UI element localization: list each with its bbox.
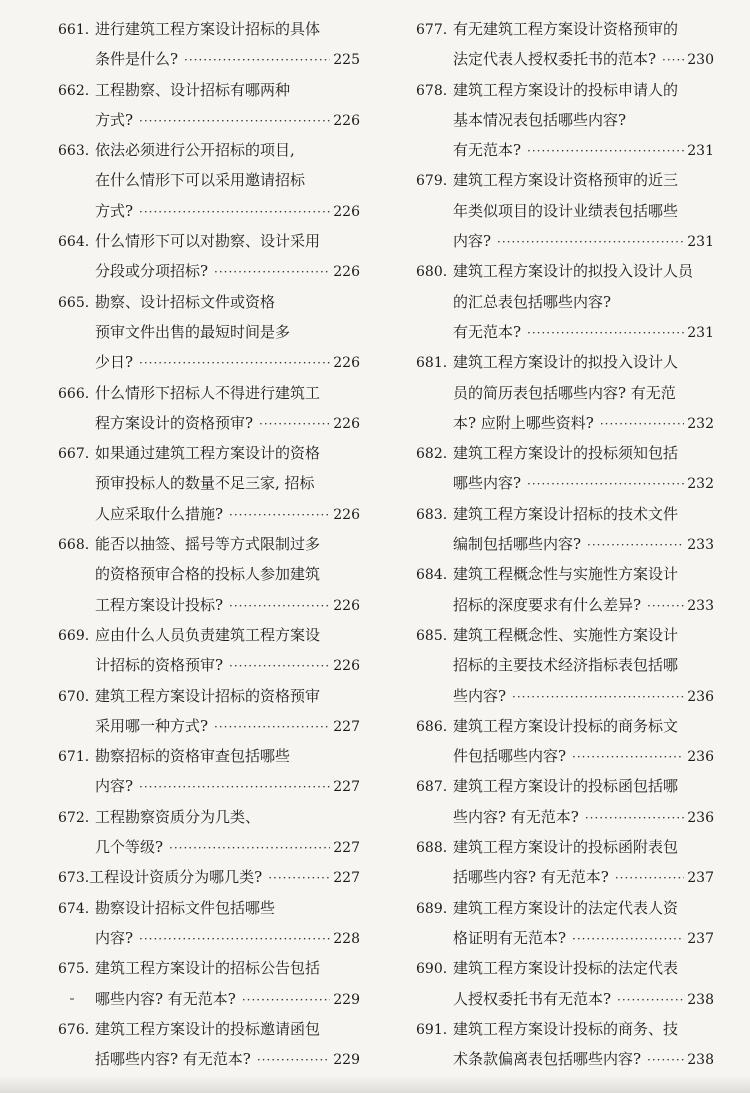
toc-entry-text: 如果通过建筑工程方案设计的资格 [95, 444, 321, 463]
toc-entry-number: 669. [58, 627, 90, 644]
toc-entry-text: 招标的主要技术经济指标表包括哪 [453, 656, 679, 675]
toc-entry-line [416, 1044, 714, 1074]
toc-entry-text: 些内容? [453, 686, 507, 705]
toc-entry [58, 893, 360, 954]
toc-entry-text: 在什么情形下可以采用邀请招标 [95, 171, 306, 190]
toc-entry-line [58, 862, 360, 892]
toc-entry-page-number: 226 [333, 355, 360, 372]
toc-entry-line [416, 14, 714, 44]
toc-entry-line [416, 226, 714, 256]
toc-entry-line [58, 317, 360, 347]
toc-entry [416, 832, 714, 893]
dot-leader [587, 530, 684, 560]
toc-entry-line [58, 438, 360, 468]
toc-column-right [416, 14, 714, 1074]
toc-entry-line [416, 468, 714, 498]
toc-entry-text: 建筑工程方案设计的拟投入设计人员 [453, 262, 694, 281]
toc-entry-text: 人应采取什么措施? [95, 504, 224, 523]
toc-entry-line [416, 256, 714, 286]
toc-entry-line [416, 620, 714, 650]
toc-entry-text: 括哪些内容? 有无范本? [453, 868, 609, 887]
toc-entry-text: 建筑工程概念性、实施性方案设计 [453, 625, 679, 644]
toc-entry-number: 661. [58, 22, 90, 38]
toc-entry-line [416, 923, 714, 953]
toc-entry-line [58, 1014, 360, 1044]
toc-entry [58, 862, 360, 892]
toc-entry-line [58, 893, 360, 923]
toc-entry-text: 有无范本? [453, 141, 522, 160]
toc-entry-text: 工程勘察、设计招标有哪两种 [95, 80, 291, 99]
dot-leader [259, 409, 330, 439]
dot-leader [214, 712, 330, 742]
toc-entry-text: 建筑工程方案设计的拟投入设计人 [453, 353, 679, 372]
toc-entry-text: 勘察招标的资格审查包括哪些 [95, 747, 291, 766]
toc-entry-line [416, 953, 714, 983]
toc-entry-page-number: 225 [333, 52, 360, 69]
toc-entry-page-number: 236 [687, 749, 714, 766]
toc-entry-line [416, 893, 714, 923]
toc-entry-line [58, 590, 360, 620]
dot-leader [139, 772, 330, 802]
toc-entry-line [416, 984, 714, 1014]
toc-entry-text: 建筑工程方案设计投标的商务、技 [453, 1019, 679, 1038]
toc-entry-page-number: 236 [687, 809, 714, 826]
toc-entry-line [416, 499, 714, 529]
toc-entry-text: 人授权委托书有无范本? [453, 989, 612, 1008]
toc-entry [416, 438, 714, 499]
toc-entry-line [416, 317, 714, 347]
toc-entry [58, 681, 360, 742]
toc-entry-text: 少日? [95, 353, 134, 372]
toc-entry-page-number: 231 [687, 234, 714, 251]
toc-entry-text: 方式? [95, 201, 134, 220]
toc-entry [58, 1014, 360, 1075]
toc-entry-number: 666. [58, 385, 90, 402]
toc-entry-page-number: 227 [333, 779, 360, 796]
toc-entry-number: 671. [58, 749, 90, 766]
toc-entry-text: 条件是什么? [95, 50, 179, 69]
toc-entry-text: 内容? [95, 777, 134, 796]
toc-entry-number: 689. [416, 900, 448, 917]
toc-entry [58, 953, 360, 1014]
toc-entry-text: 程方案设计的资格预审? [95, 413, 254, 432]
toc-entry-line [416, 802, 714, 832]
toc-entry-text: 些内容? 有无范本? [453, 807, 579, 826]
toc-entry-line [416, 832, 714, 862]
toc-entry-number: 670. [58, 688, 90, 705]
dot-leader [617, 985, 684, 1015]
dot-leader [139, 348, 330, 378]
dot-leader [268, 863, 330, 893]
toc-entry-page-number: 238 [687, 1052, 714, 1069]
toc-entry-page-number: 226 [333, 415, 360, 432]
dot-leader [527, 136, 684, 166]
toc-entry-number: 665. [58, 294, 90, 311]
toc-entry-line [58, 741, 360, 771]
dot-leader [214, 257, 330, 287]
toc-entry-line [58, 559, 360, 589]
toc-entry-line [58, 408, 360, 438]
toc-entry-line [416, 135, 714, 165]
toc-entry-number: 674. [58, 900, 90, 917]
toc-entry-text: 分段或分项招标? [95, 262, 209, 281]
toc-entry-page-number: 231 [687, 324, 714, 341]
toc-entry-page-number: 227 [333, 870, 360, 887]
toc-entry-page-number: 230 [687, 52, 714, 69]
toc-entry-text: 招标的深度要求有什么差异? [453, 595, 642, 614]
toc-entry-page-number: 226 [333, 203, 360, 220]
toc-entry-page-number: 237 [687, 930, 714, 947]
toc-entry [58, 14, 360, 75]
toc-entry-text: 法定代表人授权委托书的范本? [453, 50, 657, 69]
toc-entry-line [416, 347, 714, 377]
toc-entry-text: 建筑工程方案设计的法定代表人资 [453, 898, 679, 917]
toc-entry-number: 681. [416, 355, 448, 372]
dot-leader [257, 1045, 330, 1075]
toc-entry-text: 应由什么人员负责建筑工程方案设 [95, 625, 321, 644]
toc-entry-number: 673. [58, 870, 90, 887]
toc-entry-text: 哪些内容? [453, 474, 522, 493]
toc-entry-line [58, 529, 360, 559]
toc-entry-number: 663. [58, 143, 90, 160]
toc-entry-page-number: 228 [333, 930, 360, 947]
toc-entry-line [58, 802, 360, 832]
dot-leader [572, 742, 684, 772]
dot-leader [585, 803, 684, 833]
toc-entry-text: 勘察、设计招标文件或资格 [95, 292, 276, 311]
toc-entry-number: 683. [416, 506, 448, 523]
page-bottom-edge [0, 1075, 750, 1093]
toc-entry-number: 687. [416, 779, 448, 796]
toc-entry-text: 预审文件出售的最短时间是多 [95, 322, 291, 341]
dot-leader [242, 985, 330, 1015]
toc-entry-line [416, 378, 714, 408]
toc-entry-line [416, 529, 714, 559]
toc-entry-number: 664. [58, 234, 90, 251]
toc-entry-number: 667. [58, 446, 90, 463]
toc-entry-text: 员的简历表包括哪些内容? 有无范 [453, 383, 676, 402]
toc-entry [416, 14, 714, 75]
toc-entry-number: 676. [58, 1021, 90, 1038]
toc-entry-line [416, 741, 714, 771]
toc-entry-text: 建筑工程方案设计投标的商务标文 [453, 716, 679, 735]
toc-entry-line [416, 650, 714, 680]
toc-entry-text: 内容? [95, 928, 134, 947]
toc-entry-page-number: 227 [333, 840, 360, 857]
toc-entry-text: 几个等级? [95, 838, 164, 857]
toc-entry-text: 年类似项目的设计业绩表包括哪些 [453, 201, 679, 220]
toc-entry-text: 有无范本? [453, 322, 522, 341]
toc-column-left [58, 14, 360, 1074]
toc-entry-line [416, 590, 714, 620]
toc-entry [416, 75, 714, 166]
toc-entry-line [58, 499, 360, 529]
toc-entry-text: 什么情形下招标人不得进行建筑工 [95, 383, 321, 402]
toc-entry-text: 方式? [95, 110, 134, 129]
toc-entry-line [58, 681, 360, 711]
toc-entry [416, 165, 714, 256]
toc-entry [58, 287, 360, 378]
toc-entry-number: 672. [58, 809, 90, 826]
toc-entry-line [416, 771, 714, 801]
toc-entry-line [58, 1044, 360, 1074]
toc-entry-number: 679. [416, 173, 448, 190]
toc-entry [58, 75, 360, 136]
toc-entry-page-number: 233 [687, 537, 714, 554]
toc-entry-text: 建筑工程方案设计的投标函附表包 [453, 838, 679, 857]
toc-entry-line [58, 287, 360, 317]
dot-leader [647, 591, 684, 621]
toc-entry-text: 有无建筑工程方案设计资格预审的 [453, 20, 679, 38]
toc-entry [416, 256, 714, 347]
toc-entry-page-number: 236 [687, 688, 714, 705]
toc-entry-page-number: 238 [687, 991, 714, 1008]
toc-entry [416, 771, 714, 832]
toc-entry-line [58, 165, 360, 195]
dot-leader [527, 318, 684, 348]
toc-entry [416, 559, 714, 620]
toc-entry-text: 建筑工程方案设计招标的技术文件 [453, 504, 679, 523]
toc-entry [416, 347, 714, 438]
toc-entry-page-number: 226 [333, 597, 360, 614]
toc-entry [416, 620, 714, 711]
toc-entry-text: 格证明有无范本? [453, 928, 567, 947]
toc-entry-page-number: 237 [687, 870, 714, 887]
toc-entry-line [58, 226, 360, 256]
dot-leader [600, 409, 684, 439]
toc-entry-page-number: 232 [687, 476, 714, 493]
toc-entry-number: 680. [416, 264, 448, 281]
toc-entry-text: 建筑工程方案设计投标的法定代表 [453, 959, 679, 978]
toc-entry [58, 135, 360, 226]
toc-entry-number: 662. [58, 82, 90, 99]
toc-entry-text: 工程方案设计投标? [95, 595, 224, 614]
toc-entry-line [416, 681, 714, 711]
toc-entry-page-number: 229 [333, 991, 360, 1008]
toc-entry-line [416, 196, 714, 226]
toc-entry-line [416, 711, 714, 741]
toc-entry-page-number: 229 [333, 1052, 360, 1069]
toc-entry [416, 1014, 714, 1075]
toc-entry-line [416, 75, 714, 105]
toc-entry-line [416, 559, 714, 589]
toc-entry-line [58, 620, 360, 650]
toc-entry-line [416, 1014, 714, 1044]
toc-entry [58, 529, 360, 620]
toc-entry-number: 684. [416, 567, 448, 584]
dot-leader [139, 106, 330, 136]
dot-leader [647, 1045, 684, 1075]
toc-entry [58, 620, 360, 681]
toc-entry-text: 建筑工程方案设计资格预审的近三 [453, 171, 679, 190]
toc-entry-line [416, 287, 714, 317]
toc-entry-line [416, 44, 714, 74]
toc-entry-text: 能否以抽签、摇号等方式限制过多 [95, 535, 321, 554]
toc-entry-line [58, 256, 360, 286]
dot-leader [184, 45, 330, 75]
toc-entry-line [58, 923, 360, 953]
toc-entry-line [58, 135, 360, 165]
toc-entry-number: 678. [416, 82, 448, 99]
toc-entry-text: 的汇总表包括哪些内容? [453, 292, 612, 311]
toc-entry-text: 的资格预审合格的投标人参加建筑 [95, 565, 321, 584]
toc-entry-number: 686. [416, 718, 448, 735]
toc-entry-line [58, 832, 360, 862]
toc-entry-page-number: 226 [333, 658, 360, 675]
dot-leader [527, 469, 684, 499]
toc-entry-number: 691. [416, 1021, 448, 1038]
toc-entry-line [58, 771, 360, 801]
toc-entry [58, 741, 360, 802]
dot-leader [229, 651, 330, 681]
toc-entry-line [416, 408, 714, 438]
toc-entry-page-number: 226 [333, 506, 360, 523]
toc-entry-number: 675. [58, 961, 90, 978]
toc-entry-line [58, 650, 360, 680]
toc-entry-text: 建筑工程方案设计招标的资格预审 [95, 686, 321, 705]
toc-entry-line [58, 196, 360, 226]
toc-entry-text: 采用哪一种方式? [95, 716, 209, 735]
toc-entry-text: 术条款偏离表包括哪些内容? [453, 1050, 642, 1069]
toc-entry-line [58, 711, 360, 741]
dot-leader [229, 591, 330, 621]
toc-entry-number: 682. [416, 446, 448, 463]
toc-entry-text: 件包括哪些内容? [453, 747, 567, 766]
toc-entry-line [416, 105, 714, 135]
toc-entry-page-number: 227 [333, 718, 360, 735]
dot-leader [169, 833, 330, 863]
toc-entry-line [58, 44, 360, 74]
toc-entry [58, 802, 360, 863]
toc-entry-line [58, 984, 360, 1014]
toc-entry-text: 工程勘察资质分为几类、 [95, 807, 261, 826]
toc-entry-number: 677. [416, 22, 448, 38]
toc-entry-text: 基本情况表包括哪些内容? [453, 110, 627, 129]
toc-entry-text: 建筑工程方案设计的投标邀请函包 [95, 1019, 321, 1038]
toc-entry-text: 建筑工程方案设计的投标函包括哪 [453, 777, 679, 796]
toc-entry-text: 进行建筑工程方案设计招标的具体 [95, 20, 321, 38]
toc-entry-line [58, 468, 360, 498]
toc-entry-text: 建筑工程方案设计的投标申请人的 [453, 80, 679, 99]
toc-entry-number: 688. [416, 840, 448, 857]
toc-entry-text: 括哪些内容? 有无范本? [95, 1050, 251, 1069]
toc-entry-page-number: 232 [687, 415, 714, 432]
toc-entry-line [58, 953, 360, 983]
dot-leader [497, 227, 684, 257]
toc-entry-page-number: 226 [333, 264, 360, 281]
toc-entry [58, 226, 360, 287]
toc-entry-page-number: 226 [333, 112, 360, 129]
toc-entry [416, 499, 714, 560]
toc-entry-text: 什么情形下可以对勘察、设计采用 [95, 232, 321, 251]
scan-speck [70, 998, 74, 1000]
toc-entry-number: 690. [416, 961, 448, 978]
toc-entry [58, 378, 360, 439]
dot-leader [512, 682, 684, 712]
toc-entry [416, 953, 714, 1014]
toc-entry-number: 685. [416, 627, 448, 644]
toc-entry [416, 711, 714, 772]
toc-entry-number: 668. [58, 537, 90, 554]
toc-entry-line [58, 105, 360, 135]
dot-leader [572, 924, 684, 954]
toc-entry-page-number: 233 [687, 597, 714, 614]
toc-entry-text: 建筑工程方案设计的招标公告包括 [95, 959, 321, 978]
toc-entry-text: 哪些内容? 有无范本? [95, 989, 236, 1008]
dot-leader [139, 197, 330, 227]
toc-entry-line [58, 14, 360, 44]
toc-entry-text: 依法必须进行公开招标的项目, [95, 141, 295, 160]
toc-entry-text: 计招标的资格预审? [95, 656, 224, 675]
toc-entry-text: 建筑工程方案设计的投标须知包括 [453, 444, 679, 463]
dot-leader [615, 863, 684, 893]
toc-entry-text: 预审投标人的数量不足三家, 招标 [95, 474, 315, 493]
dot-leader [229, 500, 330, 530]
toc-entry-text: 本? 应附上哪些资料? [453, 413, 594, 432]
toc-entry-page-number: 231 [687, 143, 714, 160]
dot-leader [139, 924, 330, 954]
toc-entry-text: 编制包括哪些内容? [453, 535, 582, 554]
toc-entry-line [416, 438, 714, 468]
toc-entry-line [58, 347, 360, 377]
toc-entry-line [58, 75, 360, 105]
toc-entry [416, 893, 714, 954]
toc-entry [58, 438, 360, 529]
toc-entry-text: 建筑工程概念性与实施性方案设计 [453, 565, 679, 584]
toc-entry-line [416, 165, 714, 195]
toc-entry-line [416, 862, 714, 892]
toc-entry-text: 工程设计资质分为哪几类? [89, 868, 263, 887]
toc-entry-text: 勘察设计招标文件包括哪些 [95, 898, 276, 917]
toc-entry-text: 内容? [453, 232, 492, 251]
toc-entry-line [58, 378, 360, 408]
dot-leader [662, 45, 684, 75]
